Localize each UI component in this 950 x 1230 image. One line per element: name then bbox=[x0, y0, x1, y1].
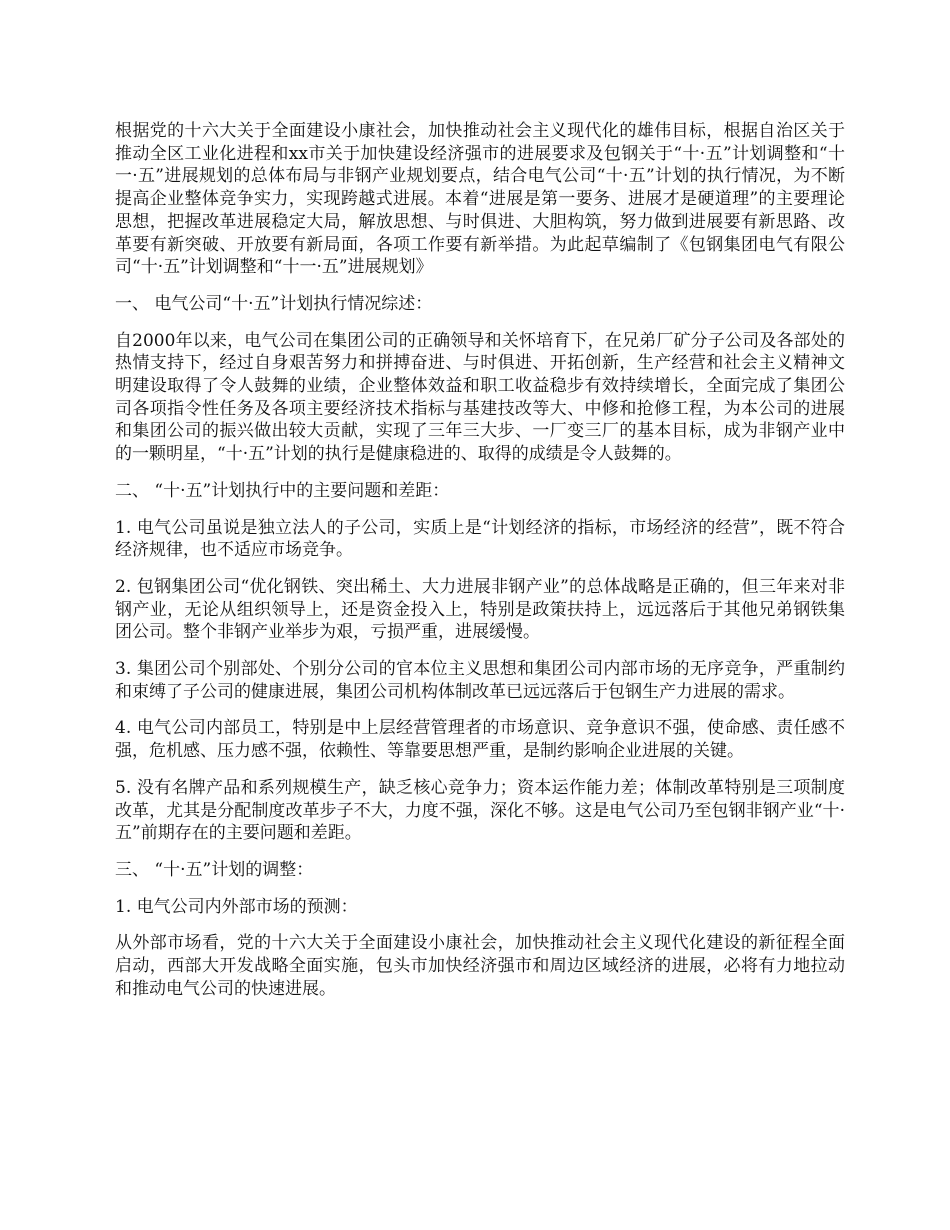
section-2-item-5: 5. 没有名牌产品和系列规模生产，缺乏核心竞争力；资本运作能力差；体制改革特别是三项制度改革，尤其是分配制度改革步子不大，力度不强，深化不够。这是电气公司乃至包钢非钢产业“十·五”前期存在的主要问题和差距。 bbox=[115, 777, 845, 844]
section-1-body: 自2000年以来，电气公司在集团公司的正确领导和关怀培育下，在兄弟厂矿分子公司及各部处的热情支持下，经过自身艰苦努力和拼搏奋进、与时俱进、开拓创新，生产经营和社会主义精神文明建设取得了令人鼓舞的业绩，企业整体效益和职工收益稳步有效持续增长，全面完成了集团公司各项指令性任务及各项主要经济技术指标与基建技改等大、中修和抢修工程，为本公司的进展和集团公司的振兴做出较大贡献，实现了三年三大步、一厂变三厂的基本目标，成为非钢产业中的一颗明星，“十·五”计划的执行是健康稳进的、取得的成绩是令人鼓舞的。 bbox=[115, 330, 845, 465]
section-2-item-3: 3. 集团公司个别部处、个别分公司的官本位主义思想和集团公司内部市场的无序竞争，严重制约和束缚了子公司的健康进展，集团公司机构体制改革已远远落后于包钢生产力进展的需求。 bbox=[115, 659, 845, 702]
intro-paragraph: 根据党的十六大关于全面建设小康社会，加快推动社会主义现代化的雄伟目标，根据自治区关于推动全区工业化进程和xx市关于加快建设经济强市的进展要求及包钢关于“十·五”计划调整和“十一·五”进展规划的总体布局与非钢产业规划要点，结合电气公司“十·五”计划的执行情况，为不断提高企业整体竞争实力，实现跨越式进展。本着“进展是第一要务、进展才是硬道理”的主要理论思想，把握改革进展稳定大局，解放思想、与时俱进、大胆构筑，努力做到进展要有新思路、改革要有新突破、开放要有新局面，各项工作要有新举措。为此起草编制了《包钢集团电气有限公司“十·五”计划调整和“十一·五”进展规划》 bbox=[115, 121, 845, 278]
section-3-subheading-1: 1. 电气公司内外部市场的预测： bbox=[115, 896, 358, 917]
document-page bbox=[115, 120, 845, 1015]
section-2-item-2: 2. 包钢集团公司“优化钢铁、突出稀土、大力进展非钢产业”的总体战略是正确的，但三年来对非钢产业，无论从组织领导上，还是资金投入上，特别是政策扶持上，远远落后于其他兄弟钢铁集团公司。整个非钢产业举步为艰，亏损严重，进展缓慢。 bbox=[115, 576, 845, 643]
section-3-body: 从外部市场看，党的十六大关于全面建设小康社会，加快推动社会主义现代化建设的新征程全面启动，西部大开发战略全面实施，包头市加快经济强市和周边区域经济的进展，必将有力地拉动和推动电气公司的快速进展。 bbox=[115, 933, 845, 999]
section-2-item-1: 1. 电气公司虽说是独立法人的子公司，实质上是“计划经济的指标，市场经济的经营”，既不符合经济规律，也不适应市场竞争。 bbox=[115, 517, 845, 561]
section-2-heading: 二、 “十·五”计划执行中的主要问题和差距： bbox=[115, 480, 450, 501]
section-3-heading: 三、 “十·五”计划的调整： bbox=[115, 859, 314, 880]
section-1-heading: 一、 电气公司“十·五”计划执行情况综述： bbox=[115, 293, 433, 314]
section-2-item-4: 4. 电气公司内部员工，特别是中上层经营管理者的市场意识、竞争意识不强，使命感、责任感不强，危机感、压力感不强，依赖性、等靠要思想严重，是制约影响企业进展的关键。 bbox=[115, 718, 845, 762]
